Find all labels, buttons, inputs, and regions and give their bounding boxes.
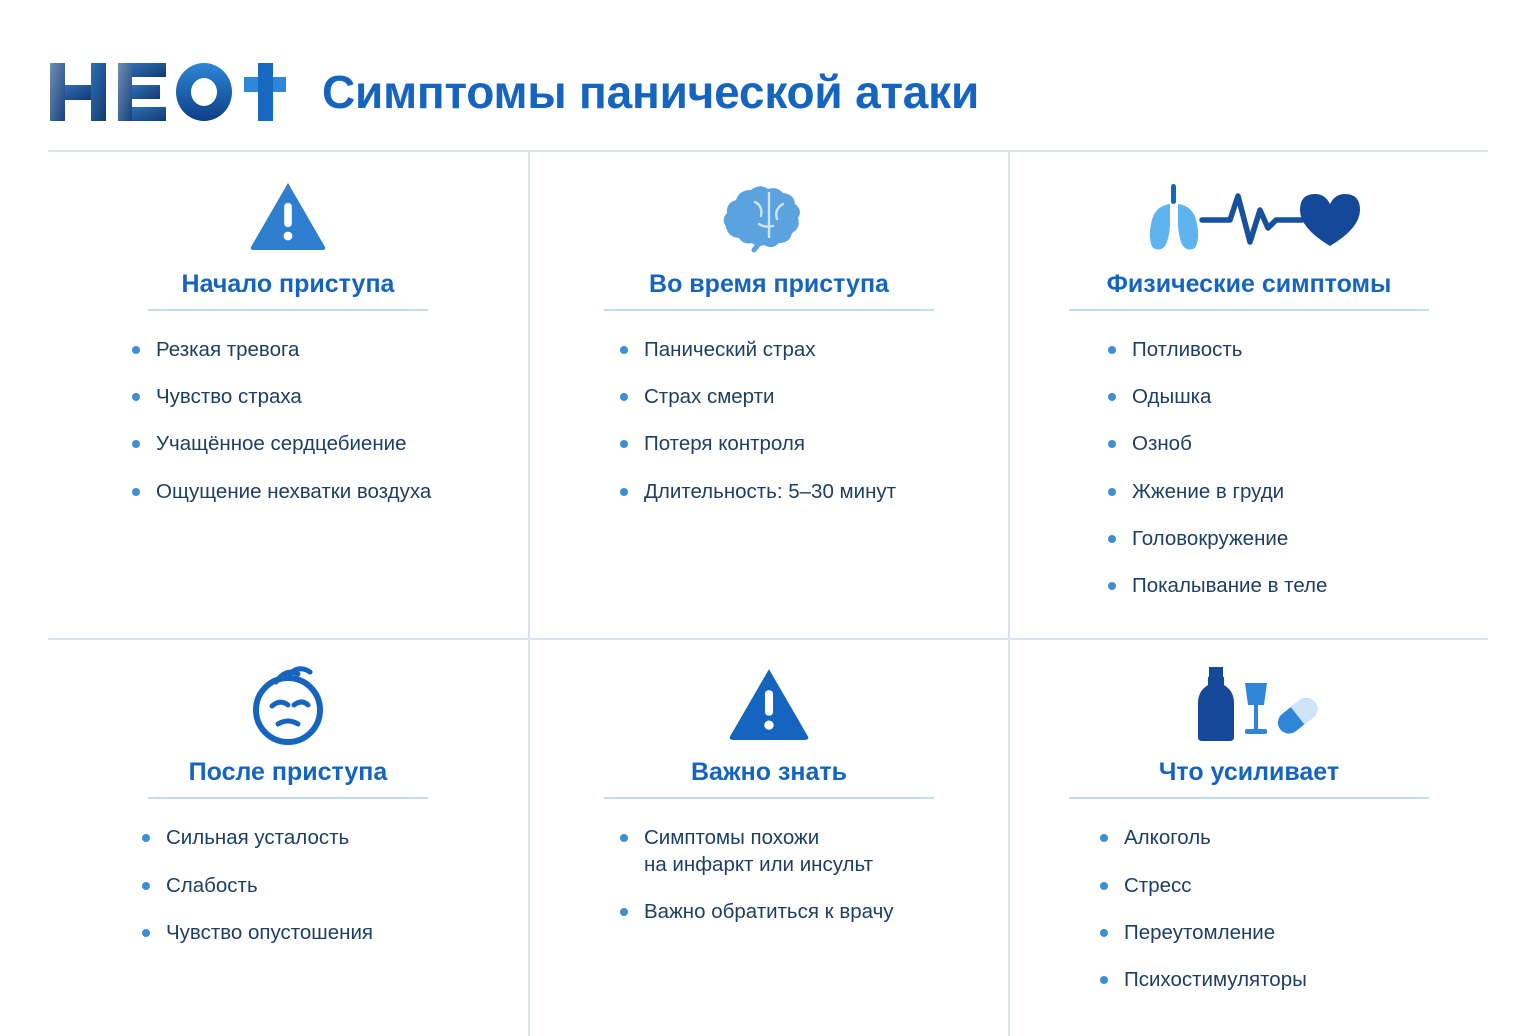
section-item-list	[556, 337, 982, 505]
list-item: Стресс	[1094, 873, 1462, 899]
title-underline	[1069, 797, 1429, 799]
list-item: Потливость	[1102, 337, 1462, 363]
list-item: Озноб	[1102, 431, 1462, 457]
section-item-list	[556, 825, 982, 925]
warning-triangle-icon	[74, 178, 502, 254]
section-title: Во время приступа	[649, 270, 889, 298]
list-item: Жжение в груди	[1102, 479, 1462, 505]
list-item: Чувство страха	[126, 384, 502, 410]
list-item-line1: Симптомы похожи	[644, 826, 820, 850]
section-title: Начало приступа	[181, 270, 395, 298]
lungs-heartbeat-icon	[1036, 178, 1462, 254]
list-item: Учащённое сердцебиение	[126, 431, 502, 457]
list-item: Одышка	[1102, 384, 1462, 410]
list-item: Переутомление	[1094, 920, 1462, 946]
sections-grid	[48, 152, 1488, 1036]
list-item: Панический страх	[614, 337, 982, 363]
section-after	[48, 638, 528, 1036]
brain-icon	[556, 178, 982, 254]
list-item: Страх смерти	[614, 384, 982, 410]
section-item-list	[1036, 337, 1462, 599]
list-item: Слабость	[136, 873, 502, 899]
header	[48, 44, 1488, 140]
section-item-list	[74, 337, 502, 505]
section-item-list	[74, 825, 502, 946]
section-triggers	[1008, 638, 1488, 1036]
list-item: Чувство опустошения	[136, 920, 502, 946]
list-item: Потеря контроля	[614, 431, 982, 457]
list-item: Головокружение	[1102, 526, 1462, 552]
section-title: После приступа	[188, 758, 388, 787]
list-item-line2: на инфаркт или инсульт	[644, 852, 873, 876]
list-item: Покалывание в теле	[1102, 573, 1462, 599]
list-item: Важно обратиться к врачу	[614, 899, 982, 925]
title-underline	[148, 797, 428, 799]
section-item-list	[1036, 825, 1462, 993]
list-item: Длительность: 5–30 минут	[614, 479, 982, 505]
bottle-pills-icon	[1036, 666, 1462, 742]
title-underline	[604, 797, 934, 799]
neo-logo-icon	[48, 55, 288, 129]
title-underline	[148, 309, 428, 311]
list-item: Резкая тревога	[126, 337, 502, 363]
section-title: Физические симптомы	[1106, 270, 1392, 298]
section-physical	[1008, 152, 1488, 638]
section-important	[528, 638, 1008, 1036]
title-underline	[1069, 309, 1429, 311]
title-underline	[604, 309, 934, 311]
section-title: Что усиливает	[1158, 758, 1340, 787]
neo-logo	[48, 56, 288, 128]
list-item: Сильная усталость	[136, 825, 502, 851]
list-item	[614, 825, 982, 877]
tired-face-icon	[74, 666, 502, 742]
section-start	[48, 152, 528, 638]
list-item: Алкоголь	[1094, 825, 1462, 851]
list-item: Психостимуляторы	[1094, 967, 1462, 993]
list-item: Ощущение нехватки воздуха	[126, 479, 502, 505]
page-title: Симптомы панической атаки	[322, 66, 980, 118]
section-title: Важно знать	[690, 758, 848, 787]
warning-triangle-icon	[556, 666, 982, 742]
section-during	[528, 152, 1008, 638]
